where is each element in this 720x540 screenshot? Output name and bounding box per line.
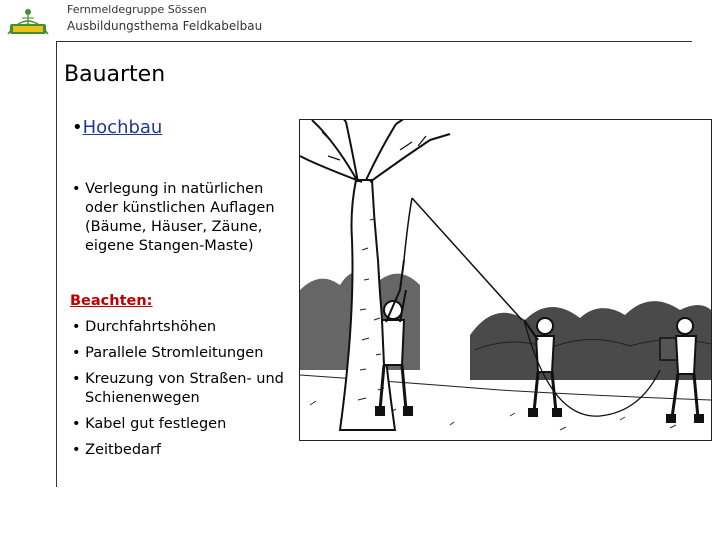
bullet-list (72, 180, 300, 256)
header-organization: Fernmeldegruppe Sössen (67, 3, 207, 16)
note-item: • Parallele Stromleitungen (72, 345, 264, 361)
section-bullet: • (72, 117, 83, 138)
note-item: • Durchfahrtshöhen (72, 319, 217, 335)
section-link-hochbau[interactable]: Hochbau (82, 117, 163, 138)
note-heading: Beachten: (70, 293, 153, 309)
bullet-item: • Verlegung in natürlichen oder künstlichen Auflagen (Bäume, Häuser, Zäune, eigene Stangen-Maste) (72, 181, 275, 254)
field-cable-laying-illustration (299, 119, 712, 441)
header-divider (56, 41, 692, 42)
note-list (72, 318, 300, 467)
slide-title: Bauarten (64, 62, 166, 87)
side-divider (56, 41, 57, 487)
section-heading (72, 117, 162, 138)
header-topic: Ausbildungsthema Feldkabelbau (67, 19, 263, 33)
note-item: • Kabel gut festlegen (72, 416, 227, 432)
note-item: • Kreuzung von Straßen- und Schienenwegen (72, 371, 284, 406)
note-item: • Zeitbedarf (72, 442, 162, 458)
club-crest-icon (4, 4, 52, 42)
